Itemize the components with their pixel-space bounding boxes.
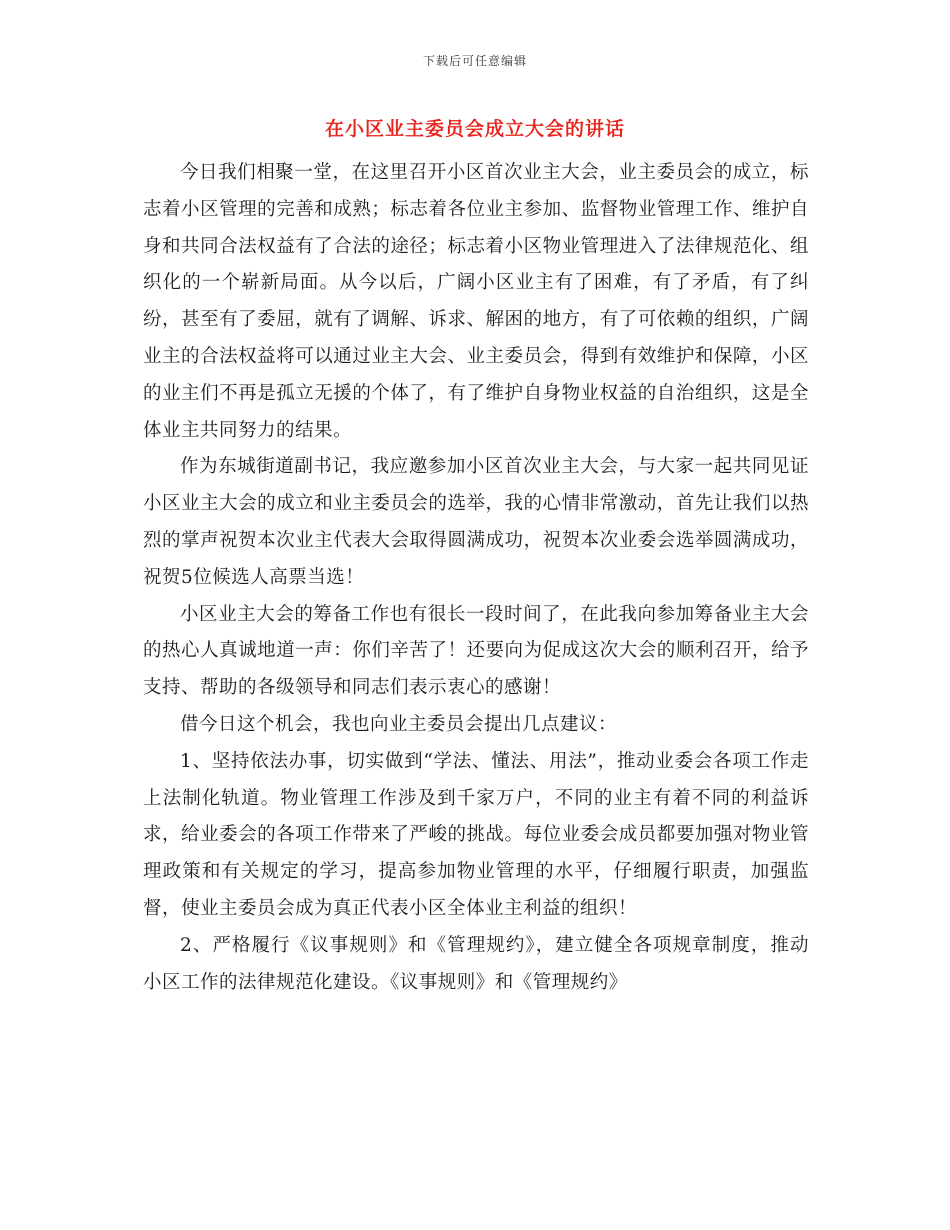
- header-note: 下载后可任意编辑: [422, 54, 527, 68]
- paragraph-4: 借今日这个机会，我也向业主委员会提出几点建议：: [180, 713, 618, 735]
- document-body: [143, 155, 809, 1001]
- paragraph-2: 作为东城街道副书记，我应邀参加小区首次业主大会，与大家一起共同见证小区业主大会的成立和业主委员会的选举，我的心情非常激动，首先让我们以热烈的掌声祝贺本次业主代表大会取得圆满成功，祝贺本次业委会选举圆满成功，祝贺5位候选人高票当选！: [143, 456, 809, 588]
- paragraph-6: 2、严格履行《议事规则》和《管理规约》，建立健全各项规章制度，推动小区工作的法律规范化建设。《议事规则》和《管理规约》: [143, 934, 809, 993]
- paragraph-1: 今日我们相聚一堂，在这里召开小区首次业主大会，业主委员会的成立，标志着小区管理的完善和成熟；标志着各位业主参加、监督物业管理工作、维护自身和共同合法权益有了合法的途径；标志着小区物业管理进入了法律规范化、组织化的一个崭新局面。从今以后，广阔小区业主有了困难，有了矛盾，有了纠纷，甚至有了委屈，就有了调解、诉求、解困的地方，有了可依赖的组织，广阔业主的合法权益将可以通过业主大会、业主委员会，得到有效维护和保障，小区的业主们不再是孤立无援的个体了，有了维护自身物业权益的自治组织，这是全体业主共同努力的结果。: [143, 162, 809, 441]
- paragraph-3: 小区业主大会的筹备工作也有很长一段时间了，在此我向参加筹备业主大会的热心人真诚地道一声：你们辛苦了！还要向为促成这次大会的顺利召开，给予支持、帮助的各级领导和同志们表示衷心的感谢！: [143, 603, 809, 699]
- paragraph-5: 1、坚持依法办事，切实做到“学法、懂法、用法”，推动业委会各项工作走上法制化轨道。物业管理工作涉及到千家万户，不同的业主有着不同的利益诉求，给业委会的各项工作带来了严峻的挑战。每位业委会成员都要加强对物业管理政策和有关规定的学习，提高参加物业管理的水平，仔细履行职责，加强监督，使业主委员会成为真正代表小区全体业主利益的组织！: [143, 750, 809, 919]
- document-title: 在小区业主委员会成立大会的讲话: [324, 118, 625, 140]
